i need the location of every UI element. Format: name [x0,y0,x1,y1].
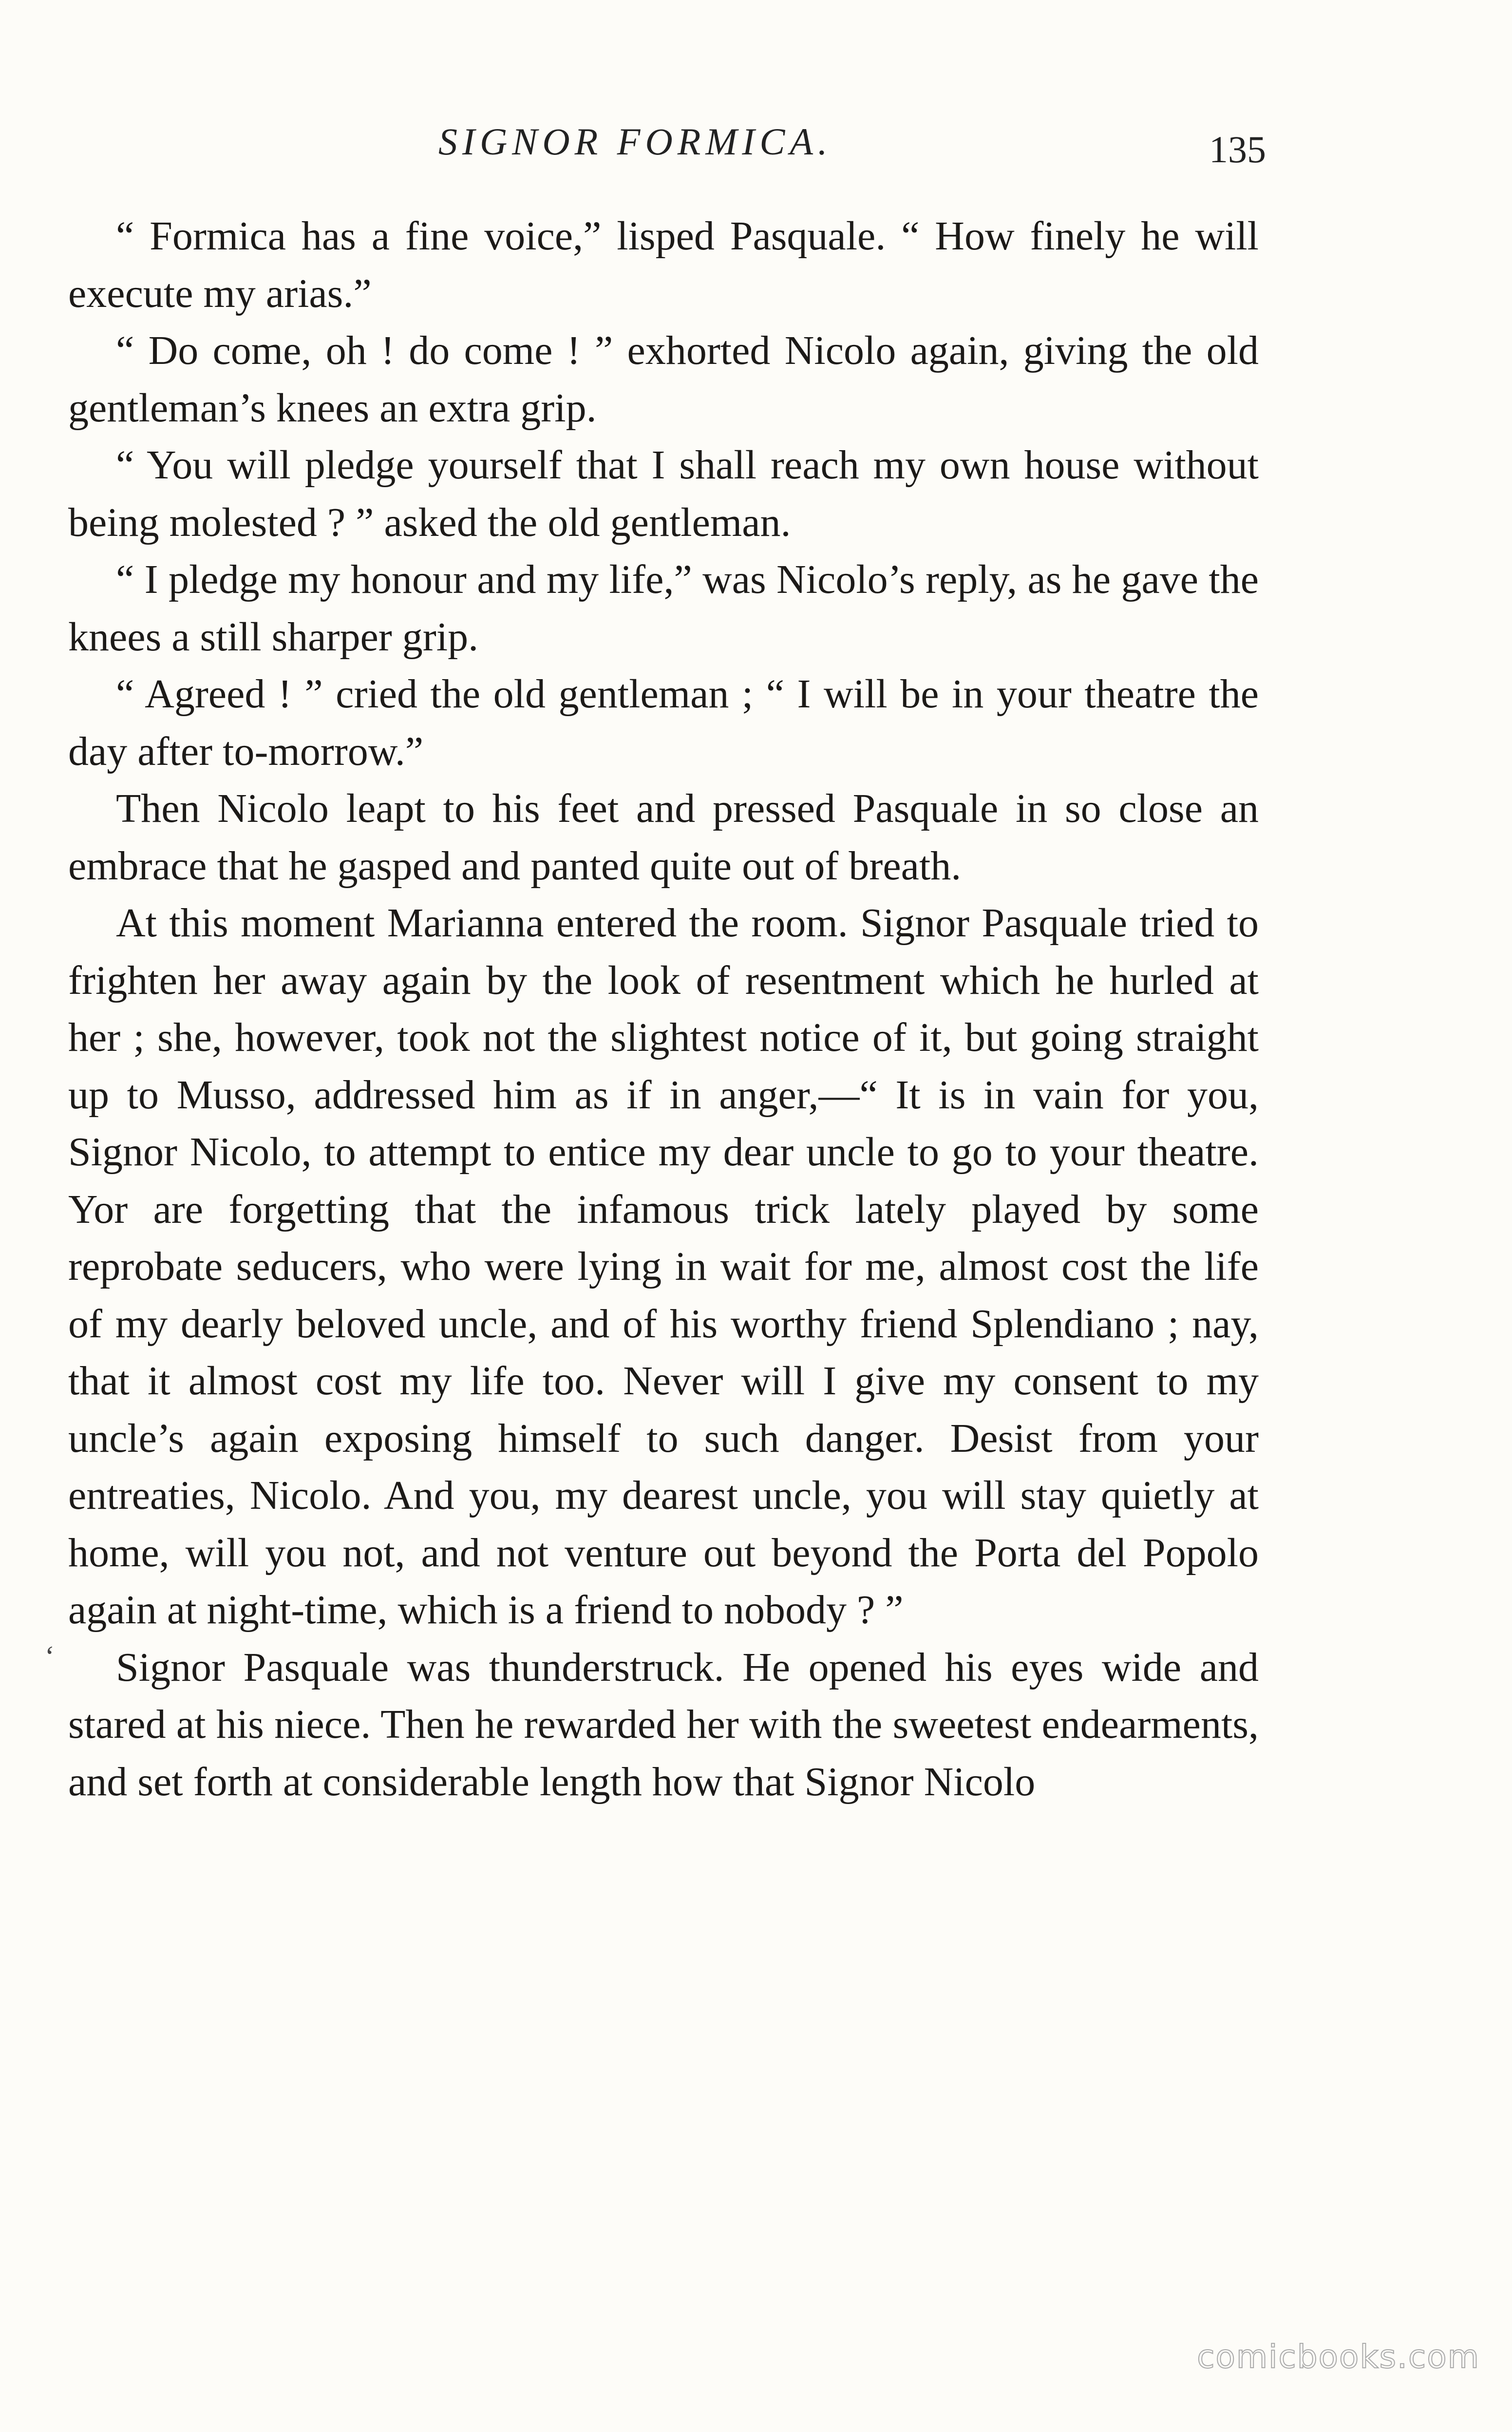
page-number: 135 [1209,128,1266,171]
paragraph: “ You will pledge yourself that I shall reach my own house without being molested ? ” asked the old gentleman. [68,442,1259,545]
body-text [68,208,1259,1810]
paragraph: At this moment Marianna entered the room. Signor Pasquale tried to frighten her away again by the look of resentment which he hurled at her ; she, however, took not the slightest notice of it, but going straight up to Musso, addressed him as if in anger,—“ It is in vain for you, Signor Nicolo, to attempt to entice my dear uncle to go to your theatre. Yor are forgetting that the infamous trick lately played by some reprobate seducers, who were lying in wait for me, almost cost the life of my dearly beloved uncle, and of his worthy friend Splendiano ; nay, that it almost cost my life too. Never will I give my consent to my uncle’s again exposing himself to such danger. Desist from your entreaties, Nicolo. And you, my dearest uncle, you will stay quietly at home, will you not, and not venture out beyond the Porta del Popolo again at night-time, which is a friend to nobody ? ” [68,900,1259,1633]
running-title: SIGNOR FORMICA. [438,120,832,163]
paragraph: “ I pledge my honour and my life,” was Nicolo’s reply, as he gave the knees a still sharper grip. [68,557,1259,660]
paragraph: “ Agreed ! ” cried the old gentleman ; “ I will be in your theatre the day after to-morrow.” [68,671,1259,774]
paragraph: Then Nicolo leapt to his feet and pressed Pasquale in so close an embrace that he gasped and panted quite out of breath. [68,786,1259,889]
paragraph: Signor Pasquale was thunderstruck. He opened his eyes wide and stared at his niece. Then he rewarded her with the sweetest endearments, and set forth at considerable length how that Signor Nicolo [68,1644,1259,1805]
paragraph: “ Formica has a fine voice,” lisped Pasquale. “ How finely he will execute my arias.” [68,213,1259,316]
margin-mark: ‘ [45,1640,55,1672]
paragraph: “ Do come, oh ! do come ! ” exhorted Nicolo again, giving the old gentleman’s knees an extra grip. [68,328,1259,431]
running-head [0,115,1512,169]
watermark: comicbooks.com [1197,2338,1480,2375]
